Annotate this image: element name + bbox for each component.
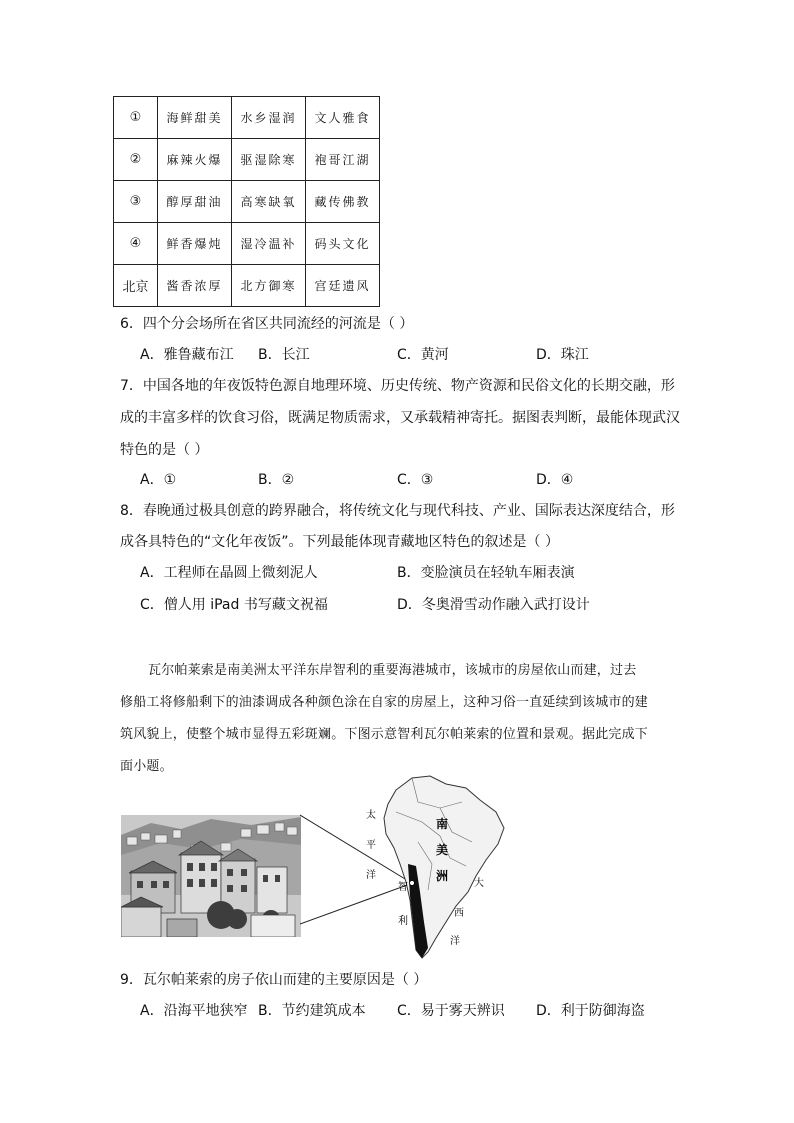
question-7-line-1: 7．中国各地的年夜饭特色源自地理环境、历史传统、物产资源和民俗文化的长期交融，形 xyxy=(120,378,675,394)
passage-line-1: 瓦尔帕莱索是南美洲太平洋东岸智利的重要海港城市，该城市的房屋依山而建，过去 xyxy=(148,663,637,678)
question-7-option-b[interactable]: B．② xyxy=(258,472,295,488)
passage-line-4: 面小题。 xyxy=(120,759,173,774)
table-row xyxy=(114,181,380,223)
table-cell: 袍哥江湖 xyxy=(306,139,380,181)
map-label-atlantic-1: 大 xyxy=(474,878,484,889)
map-label-pacific-2: 平 xyxy=(366,840,376,851)
question-9-option-a[interactable]: A．沿海平地狭窄 xyxy=(140,1003,248,1019)
table-cell: 高寒缺氧 xyxy=(232,181,306,223)
table-cell: 醇厚甜油 xyxy=(158,181,232,223)
table-cell: ③ xyxy=(114,181,158,223)
table-cell: 麻辣火爆 xyxy=(158,139,232,181)
question-8-option-b[interactable]: B．变脸演员在轻轨车厢表演 xyxy=(397,565,575,581)
table-row xyxy=(114,265,380,307)
map-label-atlantic-3: 洋 xyxy=(450,936,460,947)
table-cell: 文人雅食 xyxy=(306,97,380,139)
table-cell: 藏传佛教 xyxy=(306,181,380,223)
question-7-option-a[interactable]: A．① xyxy=(140,472,177,488)
table-row xyxy=(114,97,380,139)
table-cell: 码头文化 xyxy=(306,223,380,265)
question-6-option-a[interactable]: A．雅鲁藏布江 xyxy=(140,347,234,363)
question-9-stem: 9．瓦尔帕莱索的房子依山而建的主要原因是（ ） xyxy=(120,972,428,988)
question-6-option-d[interactable]: D．珠江 xyxy=(536,347,589,363)
map-label-pacific-3: 洋 xyxy=(366,870,376,881)
question-6-stem: 6．四个分会场所在省区共同流经的河流是（ ） xyxy=(120,316,414,332)
map-label-continent-2: 美 xyxy=(436,843,449,857)
table-cell: 水乡湿润 xyxy=(232,97,306,139)
question-7-line-3: 特色的是（ ） xyxy=(120,442,209,458)
valparaiso-photo xyxy=(121,815,301,937)
south-america-map xyxy=(300,772,520,962)
table-row xyxy=(114,223,380,265)
map-label-chile-1: 智 xyxy=(398,882,408,893)
question-8-option-c[interactable]: C．僧人用 iPad 书写藏文祝福 xyxy=(140,597,328,613)
table-cell: 北方御寒 xyxy=(232,265,306,307)
passage-line-3: 筑风貌上，使整个城市显得五彩斑斓。下图示意智利瓦尔帕莱索的位置和景观。据此完成下 xyxy=(120,727,649,742)
question-7-option-c[interactable]: C．③ xyxy=(397,472,434,488)
table-cell: 宫廷遗风 xyxy=(306,265,380,307)
map-label-continent-3: 洲 xyxy=(436,869,449,883)
passage-line-2: 修船工将修船剩下的油漆调成各种颜色涂在自家的房屋上，这种习俗一直延续到该城市的建 xyxy=(120,695,649,710)
table-cell: ④ xyxy=(114,223,158,265)
question-8-line-2: 成各具特色的“文化年夜饭”。下列最能体现青藏地区特色的叙述是（ ） xyxy=(120,534,559,550)
question-6-option-b[interactable]: B．长江 xyxy=(258,347,310,363)
table-cell: ① xyxy=(114,97,158,139)
map-illustration xyxy=(300,772,520,962)
question-9-option-d[interactable]: D．利于防御海盗 xyxy=(536,1003,645,1019)
question-8-option-a[interactable]: A．工程师在晶圆上微刻泥人 xyxy=(140,565,318,581)
question-6-option-c[interactable]: C．黄河 xyxy=(397,347,449,363)
table-cell: 驱湿除寒 xyxy=(232,139,306,181)
table-cell: 酱香浓厚 xyxy=(158,265,232,307)
table-cell: ② xyxy=(114,139,158,181)
cuisine-table xyxy=(113,96,380,307)
question-7-option-d[interactable]: D．④ xyxy=(536,472,574,488)
question-7-line-2: 成的丰富多样的饮食习俗，既满足物质需求，又承载精神寄托。据图表判断，最能体现武汉 xyxy=(120,410,680,426)
city-illustration xyxy=(121,815,301,937)
table-cell: 湿冷温补 xyxy=(232,223,306,265)
table-cell: 海鲜甜美 xyxy=(158,97,232,139)
map-label-continent-1: 南 xyxy=(436,817,449,831)
question-9-option-b[interactable]: B．节约建筑成本 xyxy=(258,1003,366,1019)
map-label-atlantic-2: 西 xyxy=(454,908,464,919)
question-8-option-d[interactable]: D．冬奥滑雪动作融入武打设计 xyxy=(397,597,590,613)
question-8-line-1: 8．春晚通过极具创意的跨界融合，将传统文化与现代科技、产业、国际表达深度结合，形 xyxy=(120,503,675,519)
map-label-pacific-1: 太 xyxy=(366,810,376,821)
table-cell: 鲜香爆炖 xyxy=(158,223,232,265)
table-row xyxy=(114,139,380,181)
map-label-chile-2: 利 xyxy=(398,916,408,927)
table-cell: 北京 xyxy=(114,265,158,307)
question-9-option-c[interactable]: C．易于雾天辨识 xyxy=(397,1003,505,1019)
